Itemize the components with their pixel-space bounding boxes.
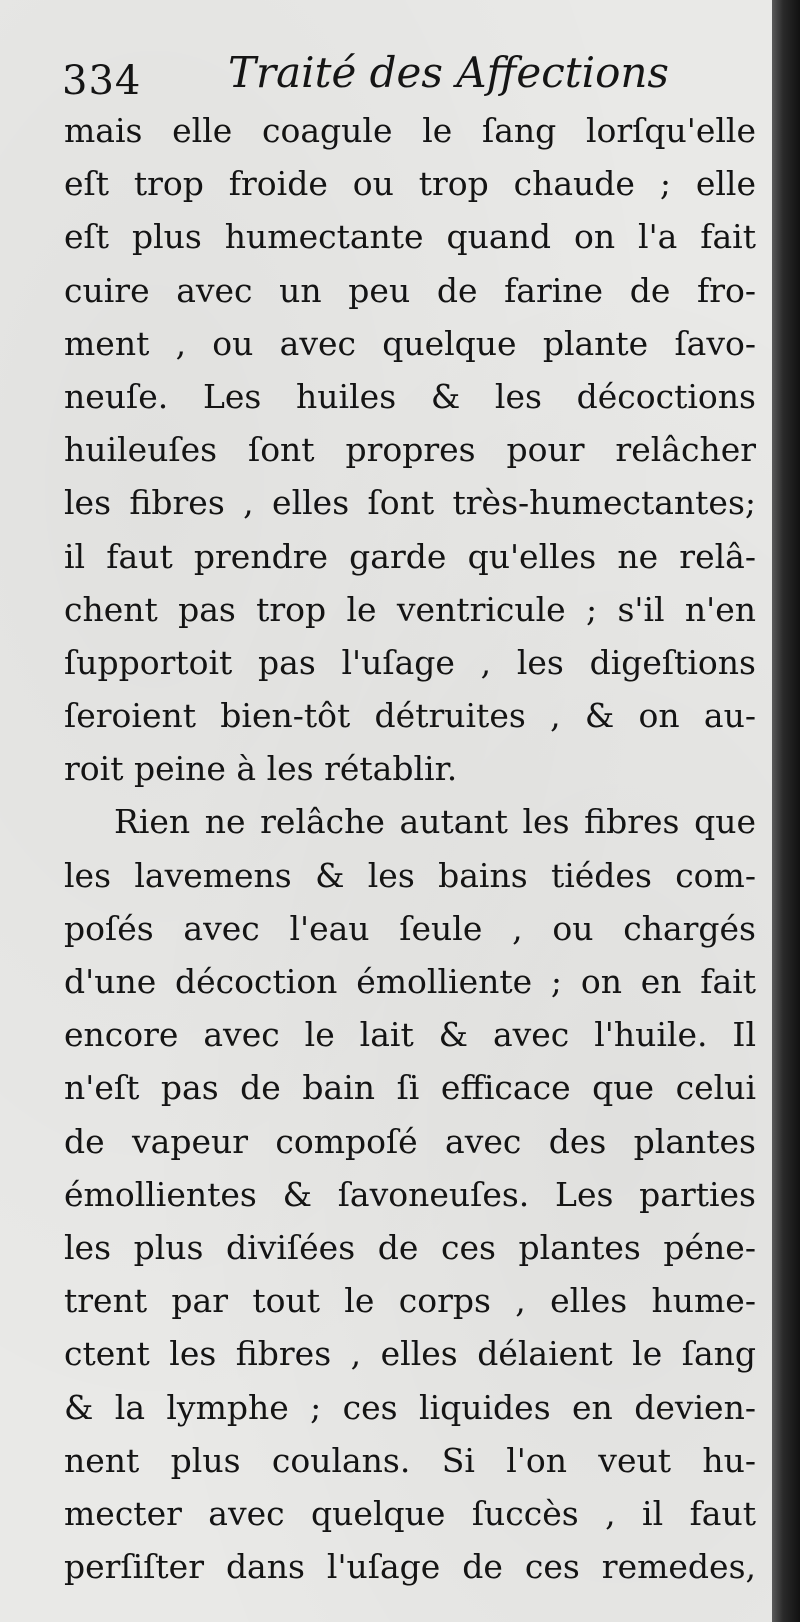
text-line: roit peine à les rétablir. [64, 749, 458, 789]
text-line: ſupportoit pas l'uſage , les digeſtions [64, 642, 756, 682]
text-line: poſés avec l'eau ſeule , ou chargés [64, 908, 756, 948]
text-line: d'une décoction émolliente ; on en fait [64, 962, 756, 1001]
text-line: mais elle coagule le ſang lorſqu'elle [64, 111, 756, 150]
text-line: les plus diviſées de ces plantes péne- [64, 1227, 756, 1267]
text-line: il faut prendre garde qu'elles ne relâ- [64, 536, 756, 576]
text-line: perſiſter dans l'uſage de ces remedes, [64, 1547, 756, 1587]
text-line: encore avec le lait & avec l'huile. Il [64, 1015, 756, 1055]
text-line: n'eſt pas de bain ſi efficace que celui [64, 1068, 756, 1108]
text-line: émollientes & ſavoneuſes. Les parties [64, 1174, 756, 1214]
text-line: eſt trop froide ou trop chaude ; elle [64, 164, 756, 204]
text-line: & la lymphe ; ces liquides en devien- [64, 1387, 756, 1427]
text-line: de vapeur compoſé avec des plantes [64, 1121, 756, 1161]
running-title: Traité des Affections [228, 48, 669, 97]
text-line: Rien ne relâche autant les fibres que [114, 802, 756, 842]
book-gutter [772, 0, 800, 1622]
text-line: chent pas trop le ventricule ; s'il n'en [64, 589, 756, 629]
text-line: ſeroient bien-tôt détruites , & on au- [64, 696, 756, 736]
body-text [64, 104, 756, 1593]
text-line: trent par tout le corps , elles hume- [64, 1281, 756, 1321]
text-line: huileuſes ſont propres pour relâcher [64, 430, 756, 470]
text-line: les lavemens & les bains tiédes com- [64, 855, 756, 895]
text-line: nent plus coulans. Si l'on veut hu- [64, 1440, 756, 1480]
text-line: mecter avec quelque ſuccès , il faut [64, 1493, 756, 1533]
text-line: eſt plus humectante quand on l'a fait [64, 217, 756, 257]
text-line: cuire avec un peu de farine de fro- [64, 270, 756, 310]
text-line: neuſe. Les huiles & les décoctions [64, 376, 756, 416]
page-header [62, 44, 762, 104]
page-number: 334 [62, 58, 142, 104]
text-line: ment , ou avec quelque plante ſavo- [64, 323, 756, 363]
text-line: les fibres , elles ſont très-humectantes; [64, 483, 756, 523]
text-line: ctent les fibres , elles délaient le ſang [64, 1334, 756, 1374]
